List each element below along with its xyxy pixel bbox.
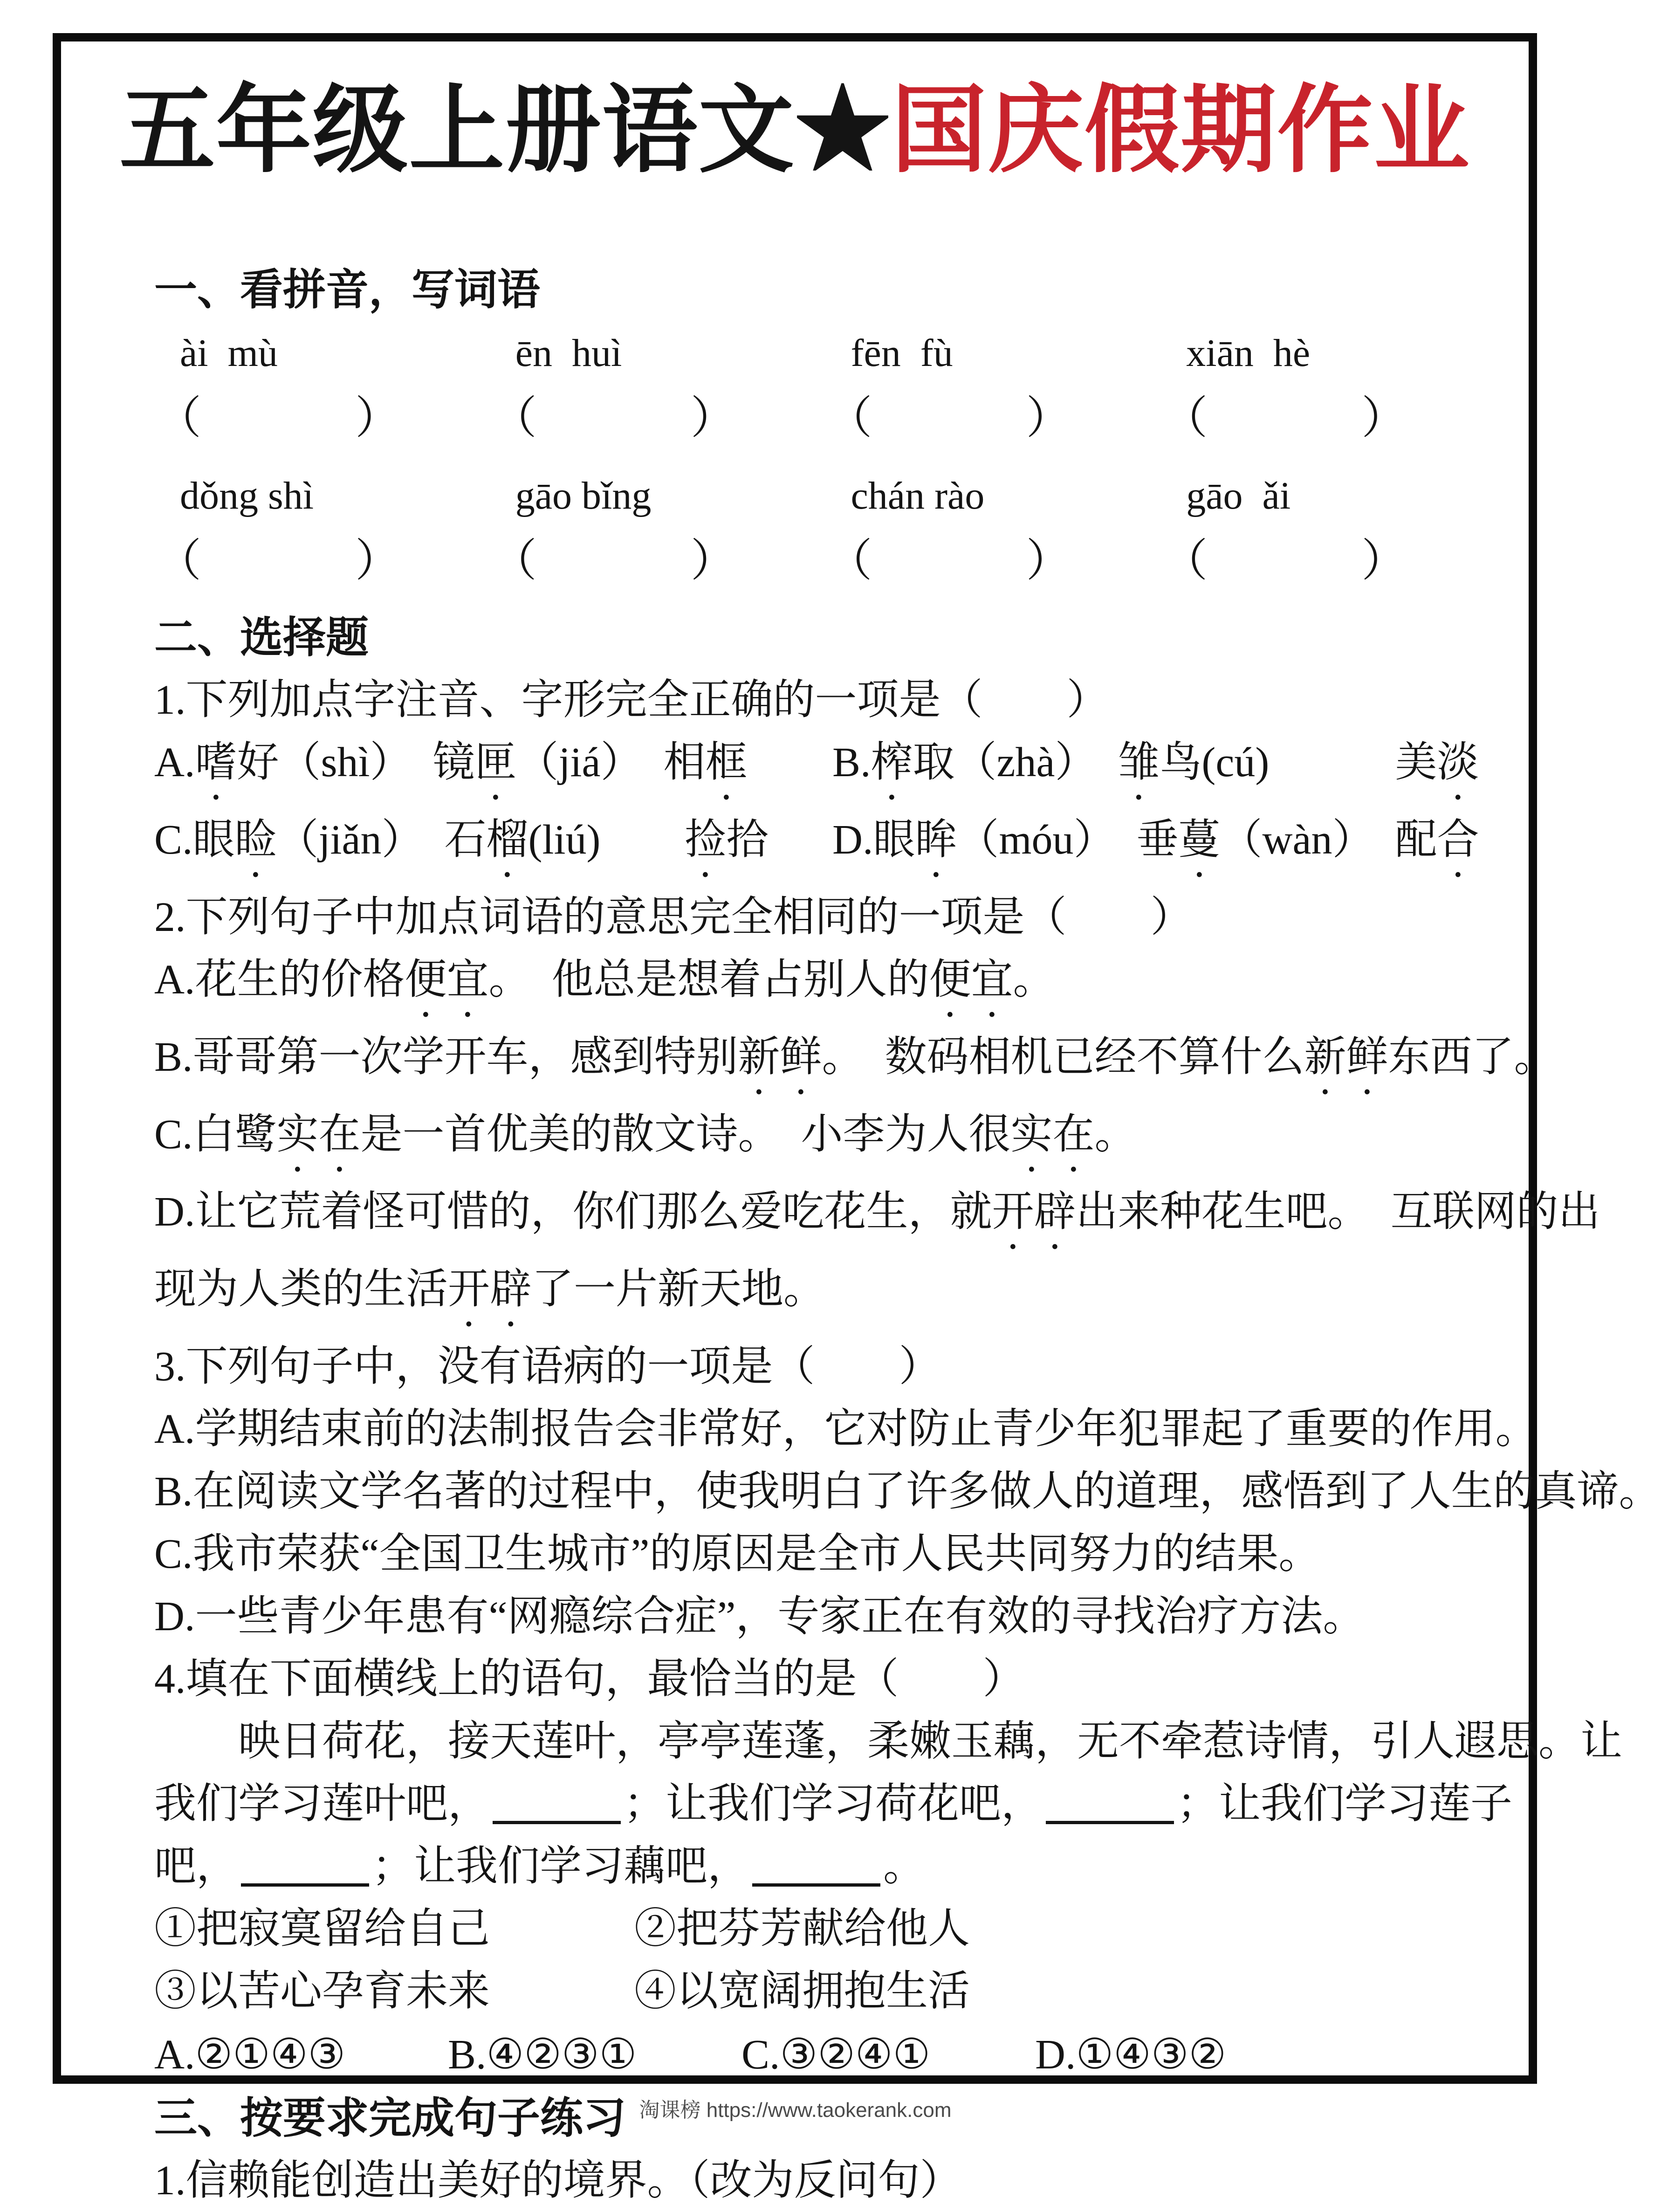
pinyin-row-2 xyxy=(154,464,1496,528)
close-paren: ） xyxy=(1361,393,1407,443)
q1-options-row-cd xyxy=(154,809,1496,886)
worksheet-body xyxy=(154,259,1661,2212)
dotted-char: 眸 xyxy=(915,817,957,863)
text-run: （wàn） 配 xyxy=(1220,817,1437,863)
question-3-stem: 3.下列句子中，没有语病的一项是（ ） xyxy=(154,1344,941,1390)
dotted-char: 嗜 xyxy=(195,739,237,786)
text-run: C.白鹭 xyxy=(154,1111,277,1158)
pinyin-item: ēn huì xyxy=(515,331,622,375)
dotted-char: 便宜 xyxy=(929,957,1013,1003)
q4-answer-b: B.④②③① xyxy=(448,2032,637,2078)
text-run: (liú) xyxy=(528,817,685,863)
dotted-char: 实在 xyxy=(1010,1111,1095,1158)
text-run: ；让我们学习荷花吧， xyxy=(624,1781,1043,1827)
open-paren: （ xyxy=(492,393,537,443)
q1-options-row-ab xyxy=(154,731,1496,809)
text-run: B. xyxy=(832,739,871,786)
section2-heading: 二、选择题 xyxy=(154,614,369,662)
section3-question-1: 1.信赖能创造出美好的境界。（改为反问句） xyxy=(154,2157,962,2204)
close-paren: ） xyxy=(355,393,400,443)
q4-item-3: ③以苦心孕育未来 xyxy=(154,1968,490,2014)
text-run: 。 xyxy=(1013,957,1055,1003)
dotted-char: 蔓 xyxy=(1178,817,1221,863)
text-run: 好（shì） 镜 xyxy=(237,739,475,786)
pinyin-item: chán rào xyxy=(851,474,985,517)
open-paren: （ xyxy=(1163,393,1208,443)
close-paren: ） xyxy=(355,536,400,586)
text-run: 出来种花生吧。 互联网的出 xyxy=(1076,1189,1600,1235)
dotted-char: 新鲜 xyxy=(738,1034,822,1080)
dotted-char: 雏 xyxy=(1118,739,1160,786)
q3-option-a: A.学期结束前的法制报告会非常好，它对防止青少年犯罪起了重要的作用。 xyxy=(154,1406,1537,1452)
answer-paren-row-1 xyxy=(154,386,1496,451)
answer-parens xyxy=(490,386,825,451)
q2-option-c xyxy=(154,1103,1496,1181)
answer-paren-row-2 xyxy=(154,528,1496,593)
q1-option-d xyxy=(832,809,1496,886)
answer-parens xyxy=(1160,386,1496,451)
dotted-char: 开辟 xyxy=(992,1189,1076,1235)
text-run: （móu） 垂 xyxy=(957,817,1179,863)
text-run: D.让它荒着怪可惜的，你们那么爱吃花生，就 xyxy=(154,1189,992,1235)
dotted-char: 淡 xyxy=(1437,739,1479,786)
open-paren: （ xyxy=(492,536,537,586)
q2-option-d-line2 xyxy=(154,1258,1496,1336)
text-run: ；让我们学习莲子 xyxy=(1177,1781,1512,1827)
q3-option-c: C.我市荣获“全国卫生城市”的原因是全市人民共同努力的结果。 xyxy=(154,1531,1321,1577)
q4-items-row-2 xyxy=(154,1960,1496,2023)
pinyin-item: gāo ǎi xyxy=(1186,474,1291,517)
q2-option-b xyxy=(154,1026,1556,1103)
close-paren: ） xyxy=(690,393,735,443)
blank-line xyxy=(493,1788,621,1824)
dotted-char: 睑 xyxy=(234,817,277,863)
blank-line xyxy=(1046,1788,1174,1824)
answer-parens xyxy=(825,386,1161,451)
blank-line xyxy=(241,1851,369,1887)
q3-option-d: D.一些青少年患有“网瘾综合症”，专家正在有效的寻找治疗方法。 xyxy=(154,1593,1365,1640)
close-paren: ） xyxy=(690,536,735,586)
text-run: 吧， xyxy=(154,1843,238,1889)
close-paren: ） xyxy=(1026,393,1071,443)
q2-option-a xyxy=(154,949,1496,1026)
pinyin-item: ài mù xyxy=(180,331,278,375)
q1-option-c xyxy=(154,809,832,886)
pinyin-item: gāo bǐng xyxy=(515,474,652,517)
text-run: 。 xyxy=(883,1843,925,1889)
dotted-char: 匣 xyxy=(474,739,517,786)
close-paren: ） xyxy=(1026,536,1071,586)
text-run: A. xyxy=(154,739,195,786)
answer-parens xyxy=(825,528,1161,593)
q1-option-a xyxy=(154,731,832,809)
text-run: 。 xyxy=(1094,1111,1137,1158)
text-run: 取（zhà） xyxy=(913,739,1118,786)
answer-parens xyxy=(490,528,825,593)
q4-paragraph-line3 xyxy=(154,1835,1496,1898)
text-run: 现为人类的生活 xyxy=(154,1266,448,1312)
text-run: C.眼 xyxy=(154,817,235,863)
open-paren: （ xyxy=(827,393,872,443)
dotted-char: 便宜 xyxy=(405,957,489,1003)
open-paren: （ xyxy=(827,536,872,586)
answer-parens xyxy=(1160,528,1496,593)
pinyin-item: xiān hè xyxy=(1186,331,1311,375)
text-run: 拾 xyxy=(726,817,769,863)
page-title xyxy=(80,74,1510,189)
answer-parens xyxy=(154,528,490,593)
text-run: 。 数码相机已经不算什么 xyxy=(822,1034,1304,1080)
text-run: ；让我们学习藕吧， xyxy=(372,1843,749,1889)
dotted-char: 捡 xyxy=(684,817,727,863)
question-4-stem: 4.填在下面横线上的语句，最恰当的是（ ） xyxy=(154,1656,1025,1702)
title-black-part: 五年级上册语文★ xyxy=(119,78,892,184)
open-paren: （ xyxy=(157,536,201,586)
dotted-char: 实在 xyxy=(276,1111,361,1158)
q1-option-b xyxy=(832,731,1496,809)
text-run: 。 他总是想着占别人的 xyxy=(488,957,929,1003)
text-run: （jiá） 相 xyxy=(516,739,706,786)
text-run: A.花生的价格 xyxy=(154,957,405,1003)
dotted-char: 新鲜 xyxy=(1304,1034,1388,1080)
text-run: 鸟(cú) 美 xyxy=(1160,739,1437,786)
open-paren: （ xyxy=(1163,536,1208,586)
text-run: 了一片新天地。 xyxy=(532,1266,825,1312)
q4-item-1: ①把寂寞留给自己 xyxy=(154,1906,490,1952)
q4-item-4: ④以宽阔拥抱生活 xyxy=(634,1968,970,2014)
text-run: （jiǎn） 石 xyxy=(276,817,487,863)
dotted-char: 开辟 xyxy=(448,1266,532,1312)
text-run: D.眼 xyxy=(832,817,915,863)
q4-paragraph-line1: 映日荷花，接天莲叶，亭亭莲蓬，柔嫩玉藕，无不牵惹诗情，引人遐思。让 xyxy=(238,1718,1622,1764)
pinyin-item: dǒng shì xyxy=(180,474,314,517)
close-paren: ） xyxy=(1361,536,1407,586)
q4-paragraph-line2 xyxy=(154,1773,1512,1835)
q4-item-2: ②把芬芳献给他人 xyxy=(634,1906,970,1952)
title-red-part: 国庆假期作业 xyxy=(891,78,1470,184)
question-2-stem: 2.下列句子中加点词语的意思完全相同的一项是（ ） xyxy=(154,894,1193,940)
q4-answer-d: D.①④③② xyxy=(1035,2032,1227,2078)
pinyin-row-1 xyxy=(154,321,1496,386)
text-run: B.哥哥第一次学开车，感到特别 xyxy=(154,1034,738,1080)
answer-parens xyxy=(154,386,490,451)
q4-items-row-1 xyxy=(154,1898,1496,1960)
dotted-char: 框 xyxy=(705,739,748,786)
q2-option-d-line1 xyxy=(154,1181,1600,1258)
section1-heading: 一、看拼音，写词语 xyxy=(154,266,541,314)
q4-answer-c: C.③②④① xyxy=(741,2032,931,2078)
dotted-char: 合 xyxy=(1437,817,1479,863)
text-run: 东西了。 xyxy=(1388,1034,1556,1080)
dotted-char: 榨 xyxy=(871,739,913,786)
text-run: 是一首优美的散文诗。 小李为人很 xyxy=(360,1111,1011,1158)
q4-answer-a: A.②①④③ xyxy=(154,2032,346,2078)
q4-answer-options xyxy=(154,2023,1496,2087)
pinyin-item: fēn fù xyxy=(851,331,953,375)
q3-option-b: B.在阅读文学名著的过程中，使我明白了许多做人的道理，感悟到了人生的真谛。 xyxy=(154,1468,1661,1515)
open-paren: （ xyxy=(157,393,201,443)
section3-heading: 三、按要求完成句子练习 xyxy=(154,2095,626,2142)
blank-line xyxy=(752,1851,880,1887)
question-1-stem: 1.下列加点字注音、字形完全正确的一项是（ ） xyxy=(154,677,1109,723)
dotted-char: 榴 xyxy=(486,817,528,863)
text-run: 我们学习莲叶吧， xyxy=(154,1781,490,1827)
footer-watermark: 淘课榜 https://www.taokerank.com xyxy=(639,2099,952,2122)
